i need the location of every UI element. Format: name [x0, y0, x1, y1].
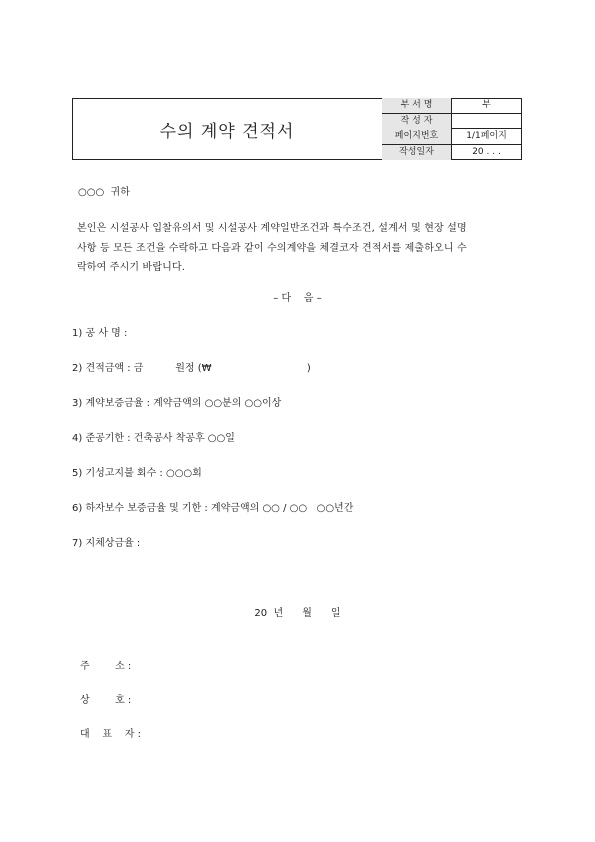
meta-label-page: 페이지번호	[382, 129, 451, 144]
item-completion-deadline: 4) 준공기한 : 건축공사 착공후 ○○일	[72, 433, 235, 444]
intro-line: 본인은 시설공사 입찰유의서 및 시설공사 계약일반조건과 특수조건, 설계서 및 현장 설명	[77, 223, 467, 234]
meta-label-author: 작 성 자	[382, 114, 451, 129]
item-delay-penalty-rate: 7) 지체상금율 :	[72, 538, 141, 549]
item-estimate-amount: 2) 견적금액 : 금 원정 (₩ )	[72, 363, 311, 374]
meta-value-page: 1/1페이지	[466, 131, 507, 141]
signature-company: 상 호 :	[80, 695, 132, 706]
item-defect-warranty: 6) 하자보수 보증금율 및 기한 : 계약금액의 ○○ / ○○ ○○년간	[72, 503, 354, 514]
meta-label-date: 작성일자	[382, 145, 451, 160]
intro-line: 락하여 주시기 바랍니다.	[77, 262, 186, 273]
meta-value-author	[451, 114, 522, 129]
signature-representative: 대 표 자 :	[80, 729, 141, 740]
item-progress-payment-count: 5) 기성고지불 회수 : ○○○회	[72, 468, 202, 479]
document-title: 수의 계약 견적서	[159, 121, 295, 142]
item-contract-deposit-rate: 3) 계약보증금율 : 계약금액의 ○○분의 ○○이상	[72, 398, 282, 409]
date-line: 20 년 월 일	[254, 608, 341, 619]
meta-value-department: 부	[482, 100, 491, 110]
intro-line: 사항 등 모든 조건을 수락하고 다음과 같이 수의계약을 체결코자 견적서를 제출하오니 수	[77, 243, 467, 254]
section-heading: – 다 음 –	[273, 293, 322, 304]
meta-value-date: 20 . . .	[472, 147, 501, 157]
meta-label-department: 부 서 명	[382, 98, 451, 113]
item-project-name: 1) 공 사 명 :	[72, 328, 128, 339]
signature-address: 주 소 :	[80, 661, 132, 672]
recipient-line: ○○○ 귀하	[78, 187, 130, 198]
